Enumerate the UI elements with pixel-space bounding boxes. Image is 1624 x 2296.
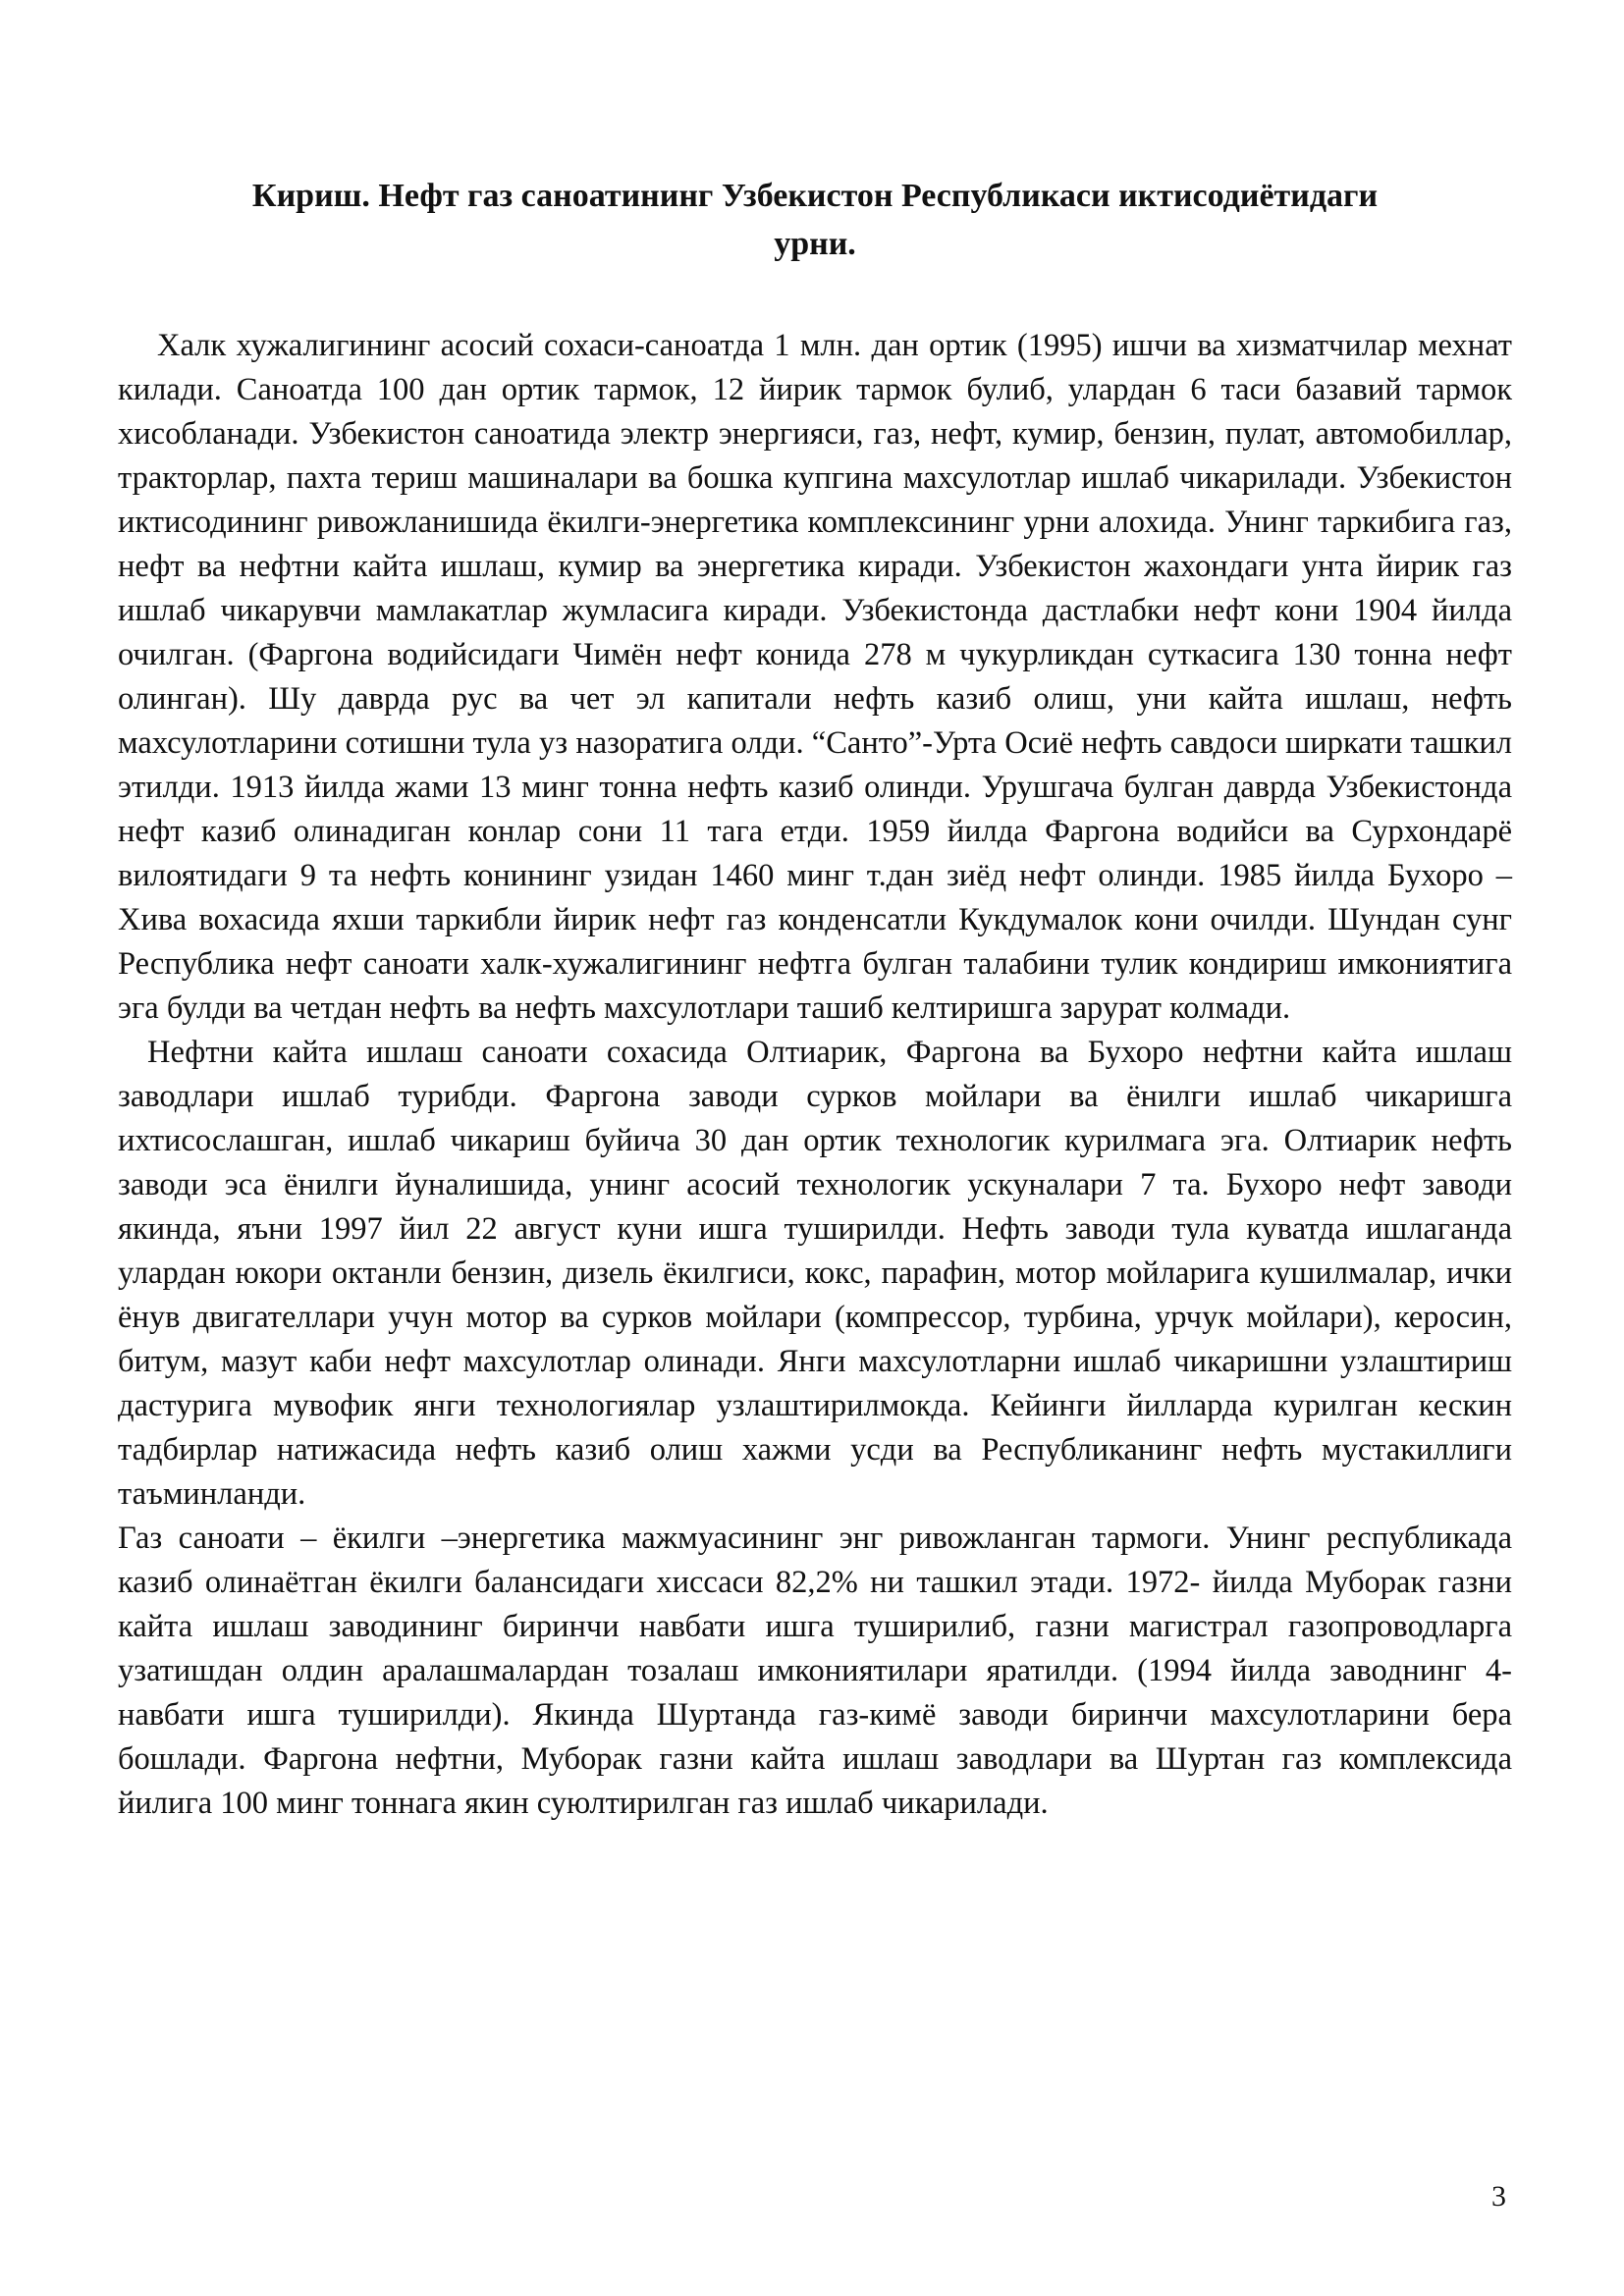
paragraph-3: Газ саноати – ёкилги –энергетика мажмуасининг энг ривожланган тармоги. Унинг республикада казиб олинаётган ёкилги балансидаги хиссаси 82,2% ни ташкил этади. 1972- йилда Муборак газни кайта ишлаш заводининг биринчи навбати ишга туширилиб, газни магистрал газопроводларга узатишдан олдин аралашмалардан тозалаш имкониятилари яратилди. (1994 йилда заводнинг 4-навбати ишга туширилди). Якинда Шуртанда газ-кимё заводи биринчи махсулотларини бера бошлади. Фаргона нефтни, Муборак газни кайта ишлаш заводлари ва Шуртан газ комплексида йилига 100 минг тоннага якин суюлтирилган газ ишлаб чикарилади. <box>118 1521 1512 1821</box>
paragraph-1: Халк хужалигининг асосий сохаси-саноатда 1 млн. дан ортик (1995) ишчи ва хизматчилар мехнат килади. Саноатда 100 дан ортик тармок, 12 йирик тармок булиб, улардан 6 таси базавий тармок хисобланади. Узбекистон саноатида электр энергияси, газ, нефт, кумир, бензин, пулат, автомобиллар, тракторлар, пахта териш машиналари ва бошка купгина махсулотлар ишлаб чикарилади. Узбекистон иктисодининг ривожланишида ёкилги-энергетика комплексининг урни алохида. Унинг таркибига газ, нефт ва нефтни кайта ишлаш, кумир ва энергетика киради. Узбекистон жахондаги унта йирик газ ишлаб чикарувчи мамлакатлар жумласига киради. Узбекистонда дастлабки нефт кони 1904 йилда очилган. (Фаргона водийсидаги Чимён нефт конида 278 м чукурликдан суткасига 130 тонна нефт олинган). Шу даврда рус ва чет эл капитали нефть казиб олиш, уни кайта ишлаш, нефть махсулотларини сотишни тула уз назоратига олди. “Санто”-Урта Осиё нефть савдоси ширкати ташкил этилди. 1913 йилда жами 13 минг тонна нефть казиб олинди. Урушгача булган даврда Узбекистонда нефт казиб олинадиган конлар сони 11 тага етди. 1959 йилда Фаргона водийси ва Сурхондарё вилоятидаги 9 та нефть конининг узидан 1460 минг т.дан зиёд нефт олинди. 1985 йилда Бухоро – Хива вохасида яхши таркибли йирик нефт газ конденсатли Кукдумалок кони очилди. Шундан сунг Республика нефт саноати халк-хужалигининг нефтга булган талабини тулик кондириш имкониятига эга булди ва четдан нефть ва нефть махсулотлари ташиб келтиришга зарурат колмади. <box>118 328 1512 1026</box>
page-title <box>118 172 1512 268</box>
body-text <box>118 324 1512 1826</box>
paragraph-2: Нефтни кайта ишлаш саноати сохасида Олтиарик, Фаргона ва Бухоро нефтни кайта ишлаш заводлари ишлаб турибди. Фаргона заводи сурков мойлари ва ёнилги ишлаб чикаришга ихтисослашган, ишлаб чикариш буйича 30 дан ортик технологик курилмага эга. Олтиарик нефть заводи эса ёнилги йуналишида, унинг асосий технологик ускуналари 7 та. Бухоро нефт заводи якинда, яъни 1997 йил 22 август куни ишга туширилди. Нефть заводи тула куватда ишлаганда улардан юкори октанли бензин, дизель ёкилгиси, кокс, парафин, мотор мойларига кушилмалар, ички ёнув двигателлари учун мотор ва сурков мойлари (компрессор, турбина, урчук мойлари), керосин, битум, мазут каби нефт махсулотлар олинади. Янги махсулотларни ишлаб чикаришни узлаштириш дастурига мувофик янги технологиялар узлаштирилмокда. Кейинги йилларда курилган кескин тадбирлар натижасида нефть казиб олиш хажми усди ва Республиканинг нефть мустакиллиги таъминланди. <box>118 1035 1512 1512</box>
page-number: 3 <box>1491 2180 1506 2213</box>
title-line-2: урни. <box>774 226 856 262</box>
title-line-1: Кириш. Нефт газ саноатининг Узбекистон Республикаси иктисодиётидаги <box>251 178 1379 214</box>
